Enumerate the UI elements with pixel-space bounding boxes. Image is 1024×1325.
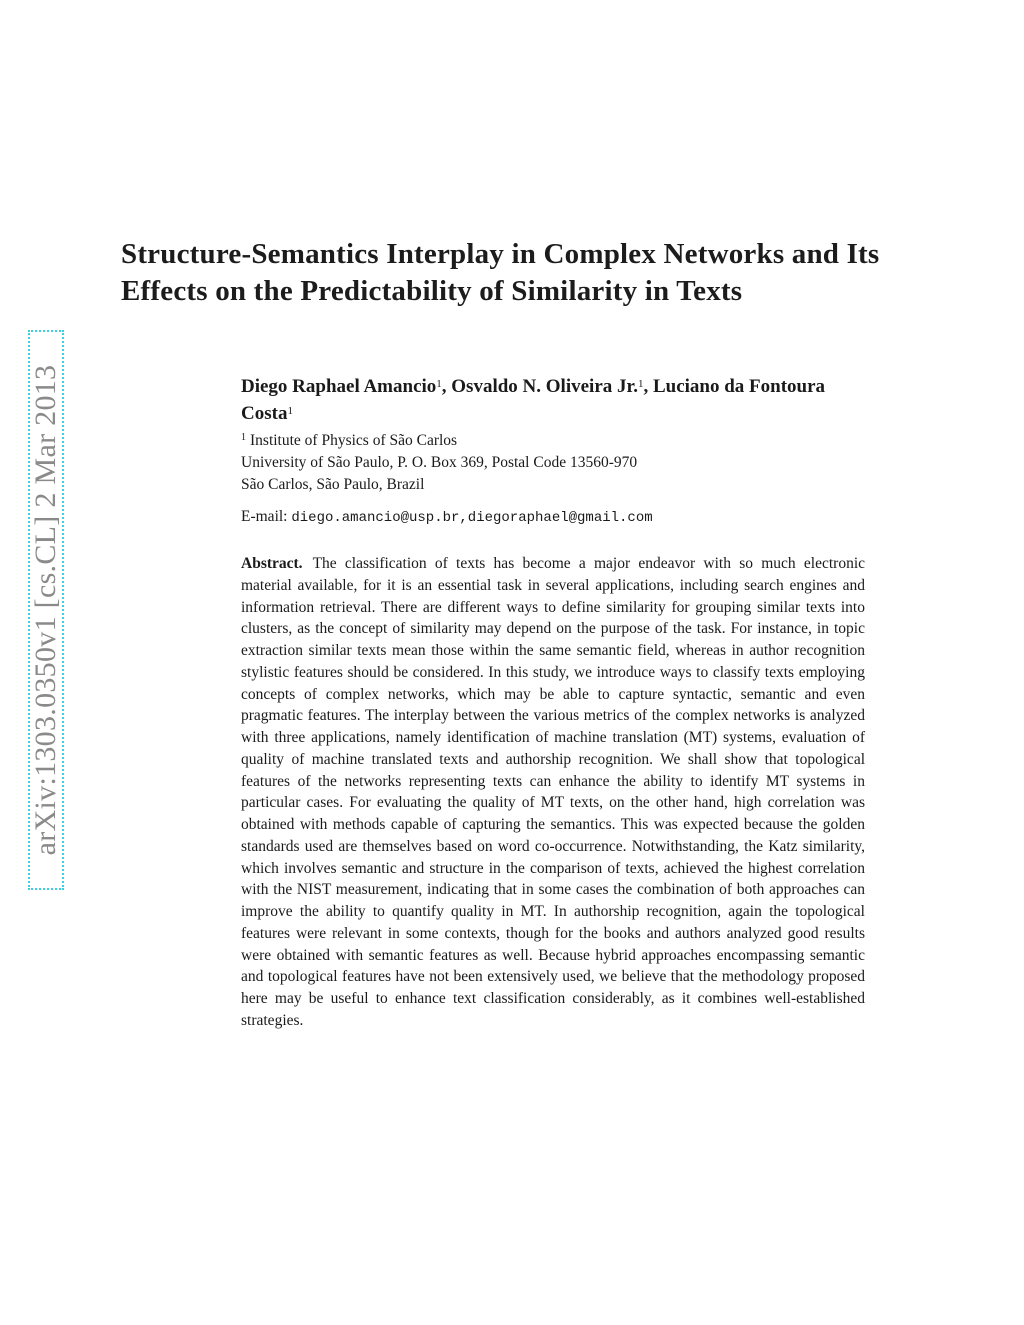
author-list: Diego Raphael Amancio$^1$, Osvaldo N. Oliveira Jr.$^1$, Luciano da Fontoura Costa$^1$: [241, 376, 826, 424]
paper-title: Structure-Semantics Interplay in Complex Networks and Its Effects on the Predictability of Similarity in Texts: [121, 238, 880, 307]
email-address[interactable]: diego.amancio@usp.br,diegoraphael@gmail.com: [291, 510, 653, 526]
affiliation-line-3: São Carlos, São Paulo, Brazil: [241, 476, 425, 493]
affiliation-line-1: [241, 430, 881, 452]
abstract: [241, 553, 865, 1032]
affiliation-mark: 1: [287, 405, 293, 417]
abstract-label: Abstract.: [241, 555, 303, 572]
affiliation-mark: 1: [436, 378, 442, 390]
author-name: Osvaldo N. Oliveira Jr.: [451, 376, 638, 397]
affiliation-block: [241, 430, 881, 496]
institute-name: Institute of Physics of São Carlos: [250, 432, 458, 449]
author-name: Luciano da Fontoura Costa: [241, 376, 826, 424]
affiliation-mark: 1: [637, 378, 644, 390]
affiliation-mark: 1: [241, 432, 246, 443]
arxiv-identifier[interactable]: arXiv:1303.0350v1 [cs.CL] 2 Mar 2013: [29, 364, 62, 856]
affiliation-line-2: University of São Paulo, P. O. Box 369, Postal Code 13560-970: [241, 454, 638, 471]
email-line: [241, 506, 653, 529]
abstract-text: The classification of texts has become a major endeavor with so much electronic material available, for it is an essential task in several applications, including search engines and information retrieval. There are different ways to define similarity for grouping similar texts into clusters, as the concept of similarity may depend on the purpose of the task. For instance, in topic extraction similar texts mean those within the same semantic field, whereas in author recognition stylistic features should be considered. In this study, we introduce ways to classify texts employing concepts of complex networks, which may be able to capture syntactic, semantic and even pragmatic features. The interplay between the various metrics of the complex networks is analyzed with three applications, namely identification of machine translation (MT) systems, evaluation of quality of machine translated texts and authorship recognition. We shall show that topological features of the networks representing texts can enhance the ability to identify MT systems in particular cases. For evaluating the quality of MT texts, on the other hand, high correlation was obtained with methods capable of capturing the semantics. This was expected because the golden standards used are themselves based on word co-occurrence. Notwithstanding, the Katz similarity, which involves semantic and structure in the comparison of texts, achieved the highest correlation with the NIST measurement, indicating that in some cases the combination of both approaches can improve the ability to quantify quality in MT. In authorship recognition, again the topological features were relevant in some contexts, though for the books and authors analyzed good results were obtained with semantic features as well. Because hybrid approaches encompassing semantic and topological features have not been extensively used, we believe that the methodology proposed here may be useful to enhance text classification considerably, as it combines well-established strategies.: [241, 555, 865, 1029]
email-label: E-mail:: [241, 508, 288, 525]
author-name: Diego Raphael Amancio: [241, 376, 437, 397]
